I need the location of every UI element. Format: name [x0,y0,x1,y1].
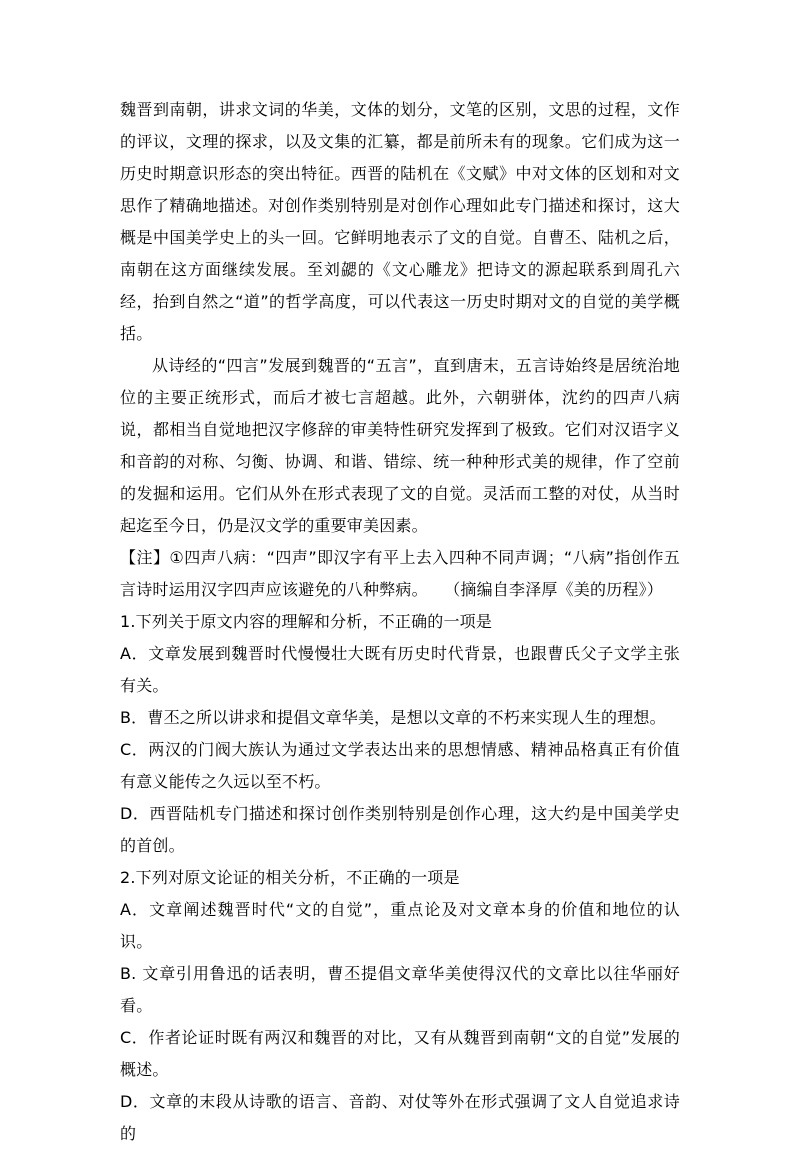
question-option-d: D．西晋陆机专门描述和探讨创作类别特别是创作心理，这大约是中国美学史的首创。 [120,804,680,855]
question-1 [120,606,680,862]
question-stem: 2.下列对原文论证的相关分析，不正确的一项是 [120,868,460,887]
document-body [120,94,680,1150]
question-option-c: C．两汉的门阀大族认为通过文学表达出来的思想情感、精神品格真正有价值有意义能传之久远以至不朽。 [120,740,680,791]
question-option-a: A．文章发展到魏晋时代慢慢壮大既有历史时代背景，也跟曹氏父子文学主张有关。 [120,644,680,695]
passage-footnote: 【注】①四声八病：“四声”即汉字有平上去入四种不同声调；“八病”指创作五言诗时运用汉字四声应该避免的八种弊病。 （摘编自李泽厚《美的历程》） [120,548,680,599]
question-option-d: D．文章的末段从诗歌的语言、音韵、对仗等外在形式强调了文人自觉追求诗的 [120,1092,680,1143]
question-2 [120,862,680,1150]
passage-paragraph-2: 从诗经的“四言”发展到魏晋的“五言”，直到唐末，五言诗始终是居统治地位的主要正统形式，而后才被七言超越。此外，六朝骈体，沈约的四声八病说，都相当自觉地把汉字修辞的审美特性研究发挥到了极致。它们对汉语字义和音韵的对称、匀衡、协调、和谐、错综、统一种种形式美的规律，作了空前的发掘和运用。它们从外在形式表现了文的自觉。灵活而工整的对仗，从当时起迄至今日，仍是汉文学的重要审美因素。 [120,356,680,535]
question-option-b: B．曹丕之所以讲求和提倡文章华美，是想以文章的不朽来实现人生的理想。 [120,708,666,727]
passage-paragraph-1: 魏晋到南朝，讲求文词的华美，文体的划分，文笔的区别，文思的过程，文作的评议，文理的探求，以及文集的汇纂，都是前所未有的现象。它们成为这一历史时期意识形态的突出特征。西晋的陆机在《文赋》中对文体的区划和对文思作了精确地描述。对创作类别特别是对创作心理如此专门描述和探讨，这大概是中国美学史上的头一回。它鲜明地表示了文的自觉。自曹丕、陆机之后，南朝在这方面继续发展。至刘勰的《文心雕龙》把诗文的源起联系到周孔六经，抬到自然之“道”的哲学高度，可以代表这一历史时期对文的自觉的美学概括。 [120,100,680,343]
question-stem: 1.下列关于原文内容的理解和分析，不正确的一项是 [120,612,493,631]
question-option-b: B. 文章引用鲁迅的话表明，曹丕提倡文章华美使得汉代的文章比以往华丽好看。 [120,964,680,1015]
question-option-c: C．作者论证时既有两汉和魏晋的对比，又有从魏晋到南朝“文的自觉”发展的概述。 [120,1028,680,1079]
question-option-a: A．文章阐述魏晋时代“文的自觉”，重点论及对文章本身的价值和地位的认识。 [120,900,680,951]
